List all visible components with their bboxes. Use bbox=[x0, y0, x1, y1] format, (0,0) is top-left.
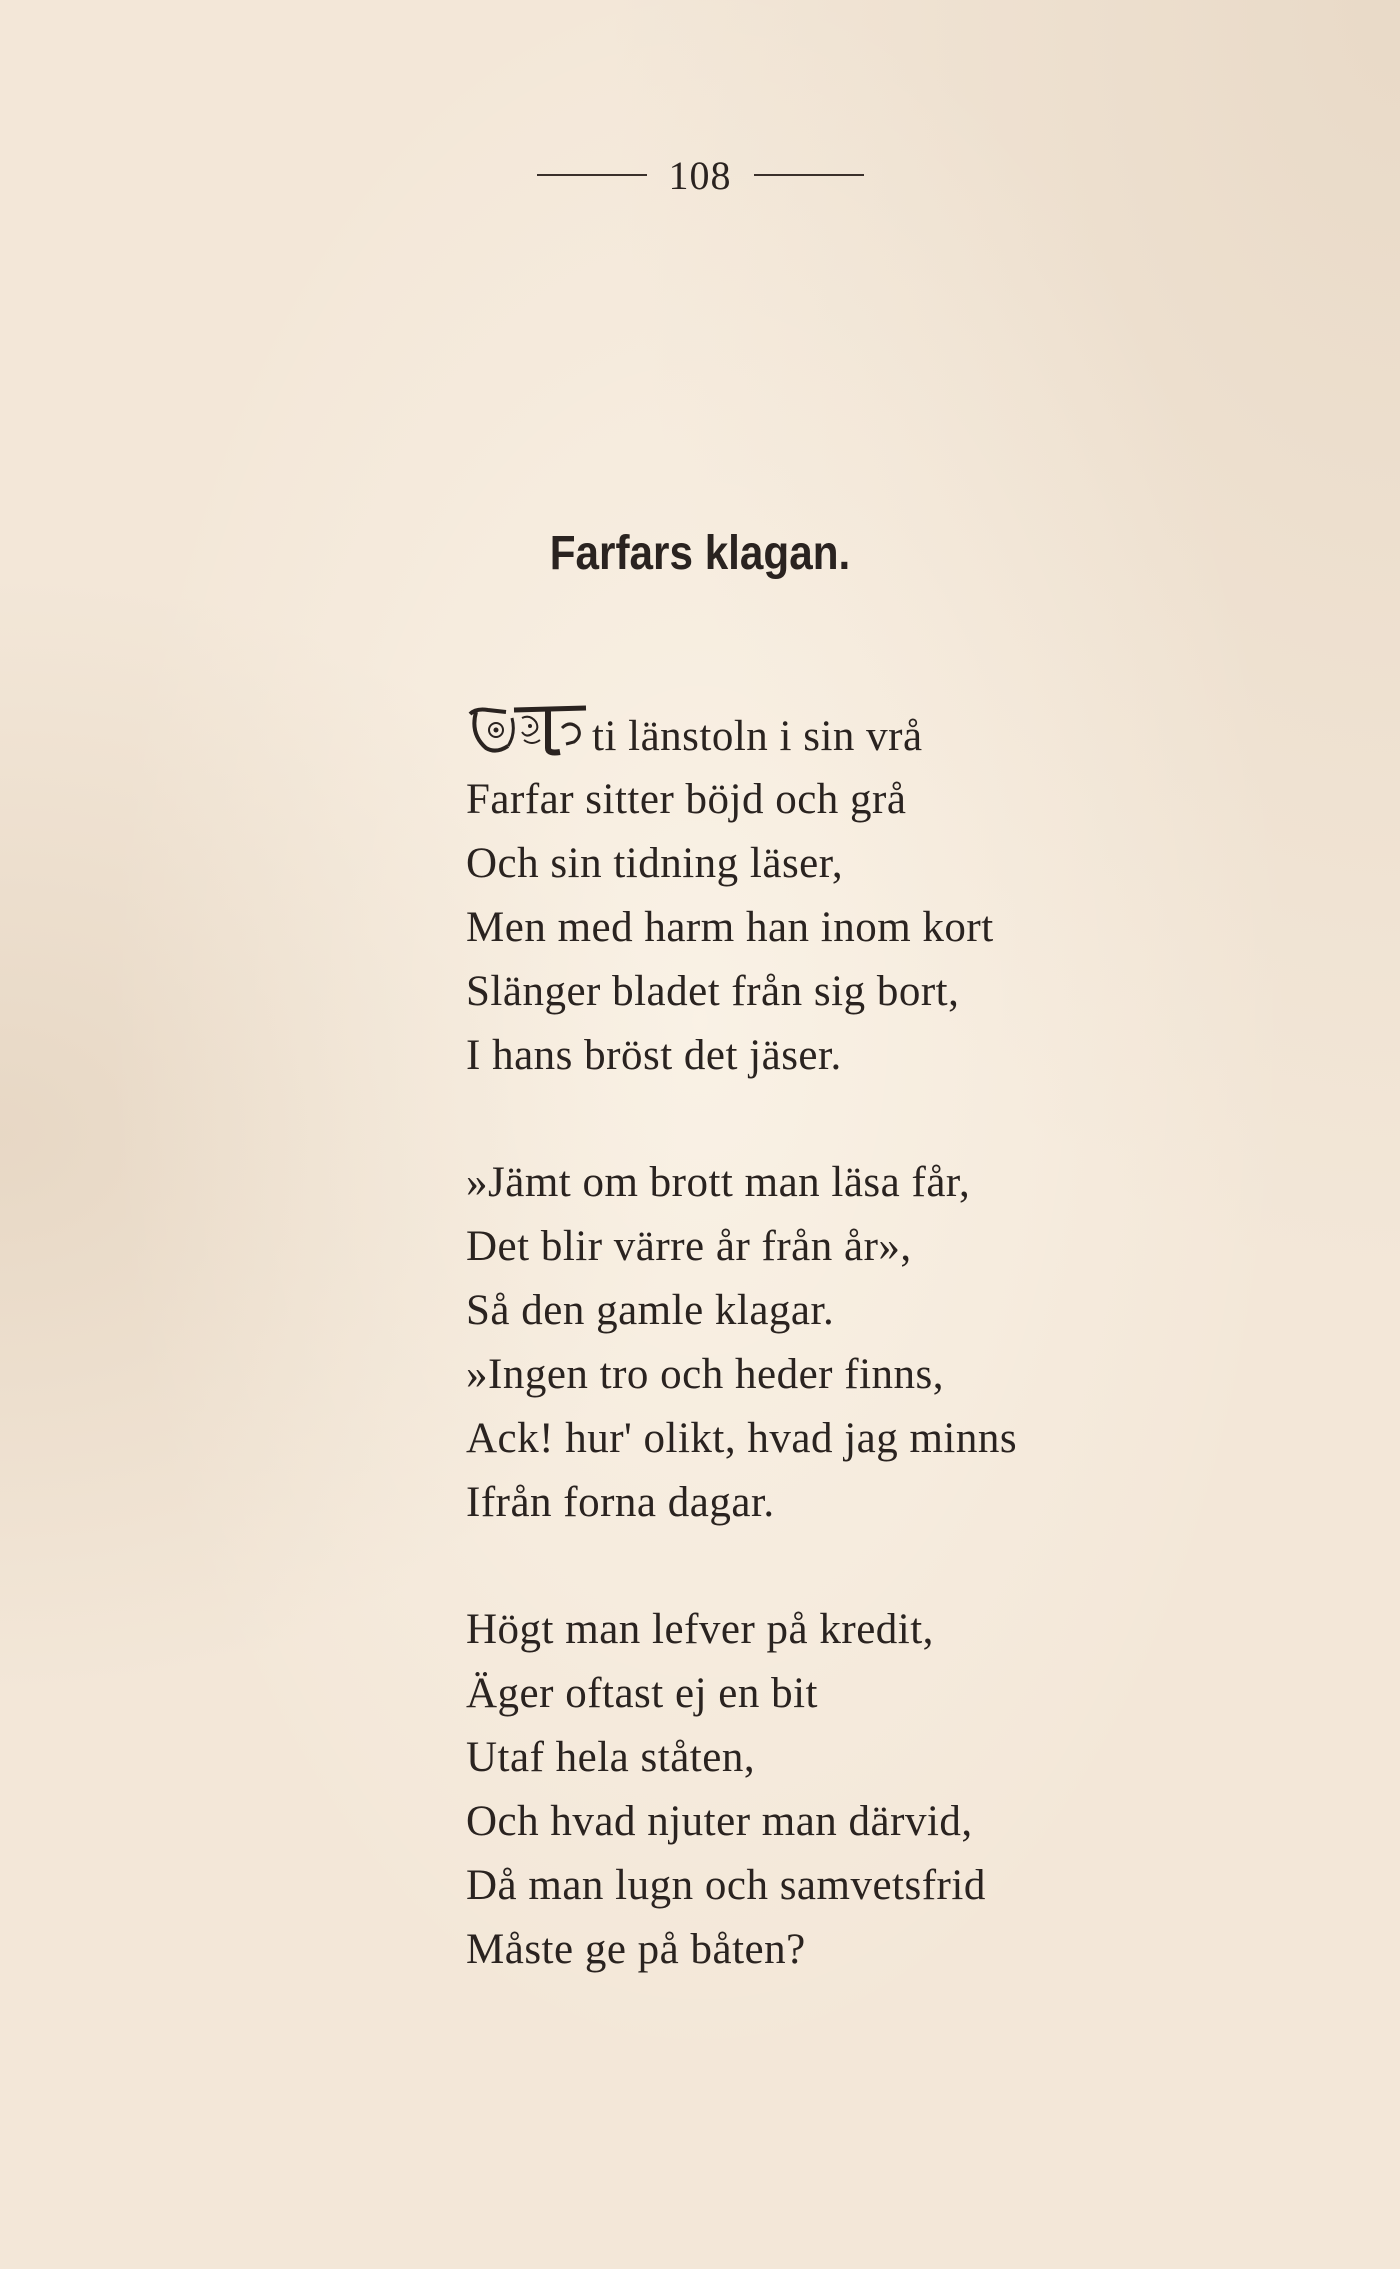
poem-line: Det blir värre år från år», bbox=[466, 1223, 912, 1270]
poem-line: Men med harm han inom kort bbox=[466, 904, 994, 951]
poem-line: »Ingen tro och heder finns, bbox=[466, 1351, 944, 1398]
poem-line: Utaf hela ståten, bbox=[466, 1734, 756, 1781]
poem-line: Så den gamle klagar. bbox=[466, 1287, 835, 1334]
page-number: 108 bbox=[668, 152, 732, 198]
header-rule-left bbox=[537, 174, 647, 176]
poem-body bbox=[466, 704, 1226, 2045]
header-rule-right bbox=[754, 174, 864, 176]
poem-line: I hans bröst det jäser. bbox=[466, 1032, 842, 1079]
poem-line: Äger oftast ej en bit bbox=[466, 1670, 819, 1717]
poem-line: Ifrån forna dagar. bbox=[466, 1479, 775, 1526]
poem-line: Högt man lefver på kredit, bbox=[466, 1606, 934, 1653]
poem-line: Farfar sitter böjd och grå bbox=[466, 776, 907, 823]
first-line-text: ti länstoln i sin vrå bbox=[592, 713, 923, 760]
poem-line: Och hvad njuter man därvid, bbox=[466, 1798, 973, 1845]
poem-line: Måste ge på båten? bbox=[466, 1926, 806, 1973]
poem-line bbox=[466, 704, 1226, 768]
stanza-1 bbox=[466, 704, 1226, 1088]
poem-line: Slänger bladet från sig bort, bbox=[466, 968, 960, 1015]
page-header bbox=[0, 150, 1400, 200]
stanza-2 bbox=[466, 1151, 1226, 1535]
poem-line: Ack! hur' olikt, hvad jag minns bbox=[466, 1415, 1018, 1462]
poem-title: Farfars klagan. bbox=[549, 527, 851, 580]
ornamental-letter-icon bbox=[466, 704, 590, 756]
stanza-3 bbox=[466, 1598, 1226, 1982]
poem-line: »Jämt om brott man läsa får, bbox=[466, 1159, 971, 1206]
poem-line: Och sin tidning läser, bbox=[466, 840, 844, 887]
poem-line: Då man lugn och samvetsfrid bbox=[466, 1862, 986, 1909]
